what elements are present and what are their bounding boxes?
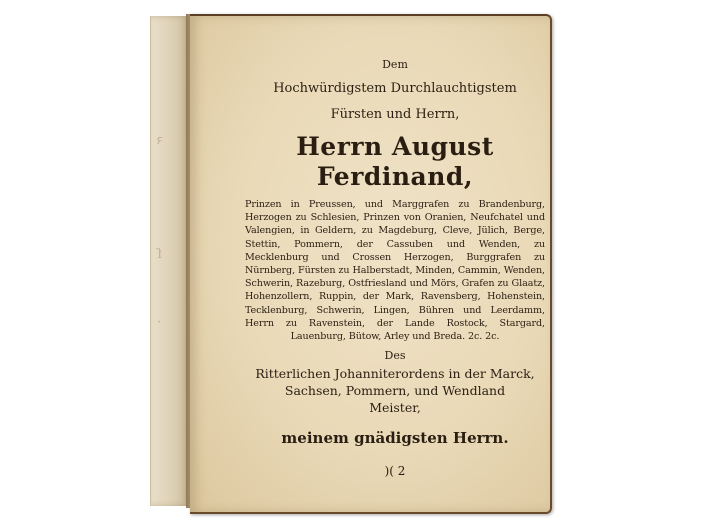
signature-mark: )( 2	[384, 464, 406, 479]
title-page	[190, 14, 552, 514]
order-line-1: Ritterlichen Johanniterordens in der Marck,	[255, 366, 535, 382]
heading-dem: Dem	[382, 58, 408, 71]
show-through-mark: ꝛ	[157, 133, 164, 148]
order-line-3: Meister,	[369, 400, 421, 416]
prince-line: Fürsten und Herrn,	[330, 107, 460, 122]
honorific-line: Hochwürdigstem Durchlauchtigstem	[273, 81, 517, 96]
titles-paragraph: Prinzen in Preussen, und Marggrafen zu Brandenburg, Herzogen zu Schlesien, Prinzen von Oranien, Neufchatel und Valengien, in Geldern, zu Magdeburg, Cleve, Jülich, Berge, Stettin, Pommern, der Cassuben und Wenden, zu Mecklenburg und Crossen Herzogen, Burggrafen zu Nürnberg, Fürsten zu Halberstadt, Minden, Cammin, Wenden, Schwerin, Razeburg, Ostfriesland und Mörs, Grafen zu Glaatz, Hohenzollern, Ruppin, der Mark, Ravensberg, Hohenstein, Tecklenburg, Schwerin, Lingen, Bühren und Leerdamm, Herrn zu Ravenstein, der Lande Rostock, Stargard, Lauenburg, Bütow, Arley und Breda. 2c. 2c.	[245, 199, 545, 343]
show-through-mark: ſ	[157, 247, 162, 262]
dedication-line: meinem gnädigsten Herrn.	[281, 429, 509, 448]
name-line: Herrn August Ferdinand,	[296, 132, 494, 191]
order-line-2: Sachsen, Pommern, und Wendland	[284, 383, 506, 399]
des-line: Des	[384, 349, 406, 363]
show-through-mark: ·	[157, 315, 162, 330]
book-spread	[150, 14, 550, 512]
page-text	[245, 58, 545, 478]
left-page-edge	[150, 16, 189, 506]
